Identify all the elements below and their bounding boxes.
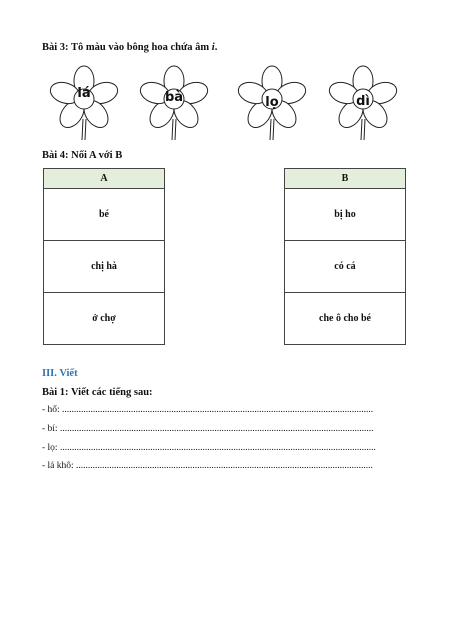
writing-line: - bí: .................................................................................................................................... xyxy=(42,424,374,434)
column-b-header: B xyxy=(285,169,406,189)
column-a-header: A xyxy=(44,169,165,189)
flower-label: lá xyxy=(77,86,91,101)
flower-label: dì xyxy=(356,94,370,109)
column-a-cell: bé xyxy=(44,189,165,241)
column-a-table xyxy=(43,168,165,345)
writing-line: - hổ: ................................................................................................................................... xyxy=(42,405,374,415)
flower-option[interactable] xyxy=(323,62,403,142)
column-b-cell: bị ho xyxy=(285,189,406,241)
writing-line: - lá khô: ............................................................................................................................. xyxy=(42,461,373,471)
section-3-title: III. Viết xyxy=(42,368,78,379)
column-b-cell: che ô cho bé xyxy=(285,293,406,345)
flower-label: bà xyxy=(164,90,184,105)
writing-exercise-title: Bài 1: Viết các tiếng sau: xyxy=(42,387,153,398)
column-a-cell: ở chợ xyxy=(44,293,165,345)
flower-option[interactable] xyxy=(44,62,124,142)
flower-icon xyxy=(44,62,124,142)
flower-option[interactable] xyxy=(232,62,312,142)
column-b-table xyxy=(284,168,406,345)
flower-label: lọ xyxy=(265,95,279,110)
column-a-cell: chị hà xyxy=(44,241,165,293)
column-b-cell: có cá xyxy=(285,241,406,293)
flower-option[interactable] xyxy=(134,62,214,142)
exercise-3-title: Bài 3: Tô màu vào bông hoa chứa âm i. xyxy=(42,42,218,53)
exercise-4-title: Bài 4: Nối A với B xyxy=(42,150,123,161)
writing-line: - lọ: ..................................................................................................................................... xyxy=(42,443,376,453)
